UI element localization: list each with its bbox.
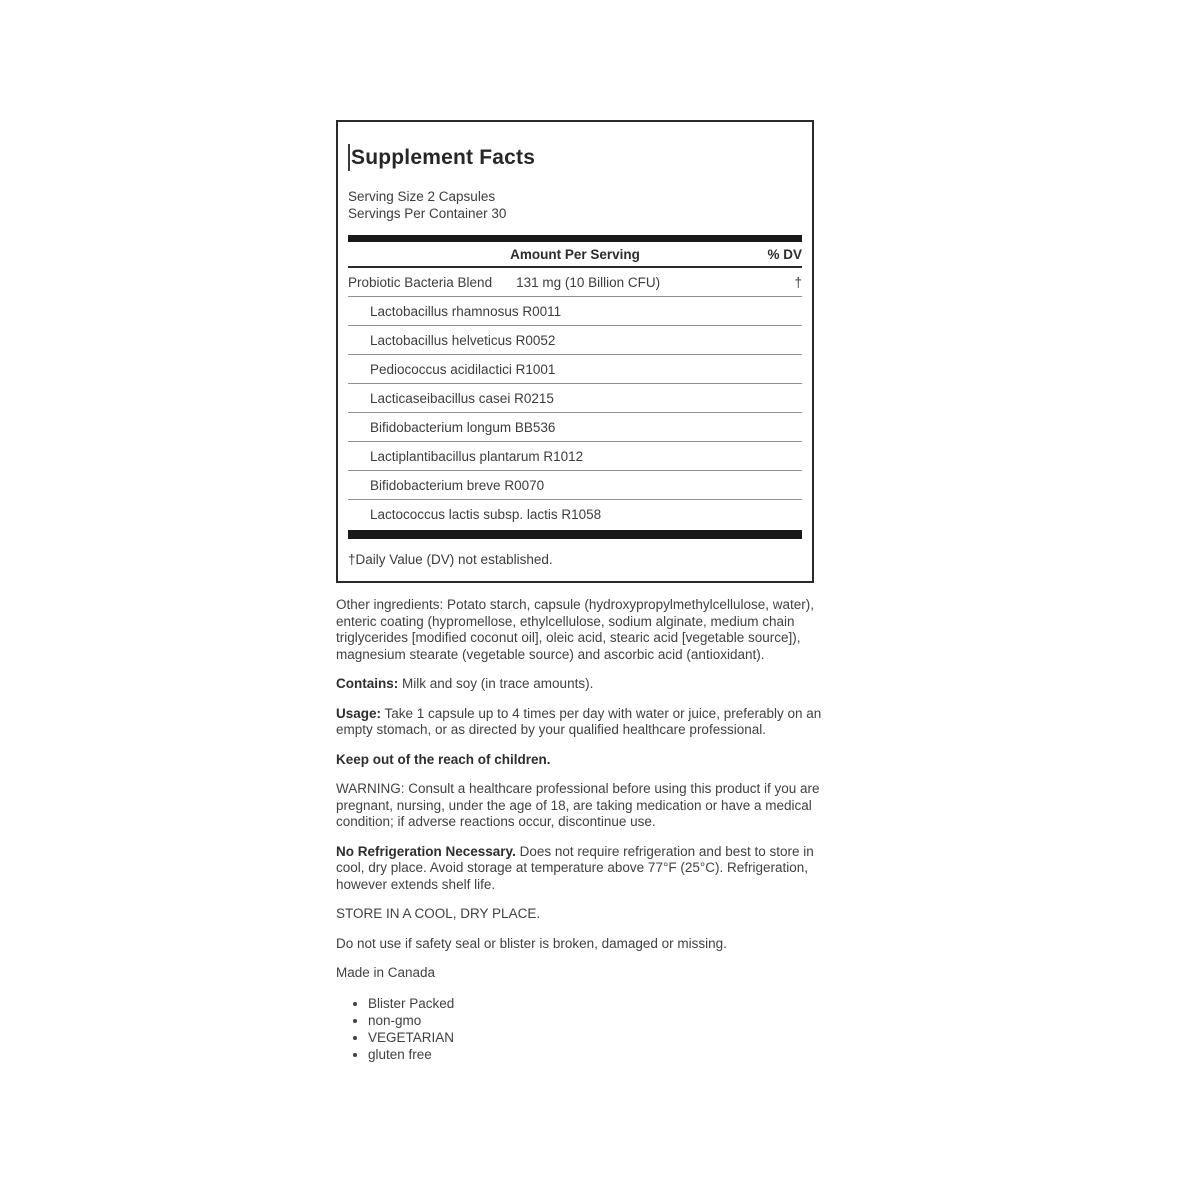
- table-row-blend: [348, 268, 802, 297]
- table-row: Lacticaseibacillus casei R0215: [348, 384, 802, 413]
- keep-out-of-reach-notice: Keep out of the reach of children.: [336, 751, 551, 767]
- blend-dv-dagger: †: [794, 275, 802, 290]
- other-ingredients-paragraph: Other ingredients: Potato starch, capsule (hydroxypropylmethylcellulose, water), enteric coating (hypromellose, ethylcellulose, sodium alginate, medium chain triglycerides [modified coconut oil], oleic acid, stearic acid [vegetable source]), magnesium stearate (vegetable source) and ascorbic acid (antioxidant).: [336, 597, 814, 662]
- table-row: Lactococcus lactis subsp. lactis R1058: [370, 507, 602, 522]
- table-header: [348, 242, 802, 268]
- heavy-rule-bottom: [348, 530, 802, 539]
- header-percent-dv: % DV: [767, 247, 802, 262]
- usage-text: Take 1 capsule up to 4 times per day with water or juice, preferably on an empty stomach, or as directed by your qualified healthcare professional.: [336, 705, 822, 737]
- no-refrigeration-paragraph: [336, 844, 822, 894]
- contains-label: Contains:: [336, 676, 399, 691]
- list-item: • non-gmo: [368, 1013, 822, 1030]
- safety-seal-notice: Do not use if safety seal or blister is broken, damaged or missing.: [336, 935, 727, 951]
- list-item: • gluten free: [368, 1047, 822, 1064]
- table-row: Lactiplantibacillus plantarum R1012: [348, 442, 802, 471]
- blend-amount: 131 mg (10 Billion CFU): [516, 275, 661, 290]
- no-refrigeration-label: No Refrigeration Necessary.: [336, 843, 516, 859]
- warning-paragraph: WARNING: Consult a healthcare professional before using this product if you are pregnant, nursing, under the age of 18, are taking medication or have a medical condition; if adverse reactions occur, discontinue use.: [336, 781, 820, 829]
- serving-info: [348, 188, 802, 222]
- heavy-rule-top: [348, 235, 802, 242]
- list-item: • VEGETARIAN: [368, 1030, 822, 1047]
- dv-footnote: †Daily Value (DV) not established.: [348, 552, 553, 567]
- panel-title: Supplement Facts: [351, 145, 536, 169]
- contains-paragraph: [336, 676, 822, 693]
- table-row: Pediococcus acidilactici R1001: [348, 355, 802, 384]
- usage-paragraph: [336, 706, 822, 739]
- text-cursor: [348, 144, 350, 171]
- servings-per-container: Servings Per Container 30: [348, 206, 507, 221]
- contains-text: Milk and soy (in trace amounts).: [398, 676, 594, 691]
- panel-title-row: [348, 144, 802, 171]
- serving-size: Serving Size 2 Capsules: [348, 189, 496, 204]
- supplement-facts-panel: [336, 120, 814, 583]
- storage-notice: STORE IN A COOL, DRY PLACE.: [336, 906, 541, 921]
- table-row: Lactobacillus rhamnosus R0011: [348, 297, 802, 326]
- feature-bullet-list: [350, 996, 822, 1064]
- no-refrigeration-text: Does not require refrigeration and best to store in cool, dry place. Avoid storage at temperature above 77°F (25°C). Refrigeration, however extends shelf life.: [336, 843, 814, 892]
- label-column: [336, 120, 822, 1064]
- table-row: Bifidobacterium breve R0070: [348, 471, 802, 500]
- table-row: Lactobacillus helveticus R0052: [348, 326, 802, 355]
- label-details: [336, 597, 822, 1063]
- made-in-canada: Made in Canada: [336, 965, 436, 980]
- table-row: Bifidobacterium longum BB536: [348, 413, 802, 442]
- usage-label: Usage:: [336, 705, 382, 721]
- header-amount-per-serving: Amount Per Serving: [510, 247, 640, 262]
- blend-name: Probiotic Bacteria Blend: [348, 275, 493, 290]
- list-item: • Blister Packed: [368, 996, 822, 1013]
